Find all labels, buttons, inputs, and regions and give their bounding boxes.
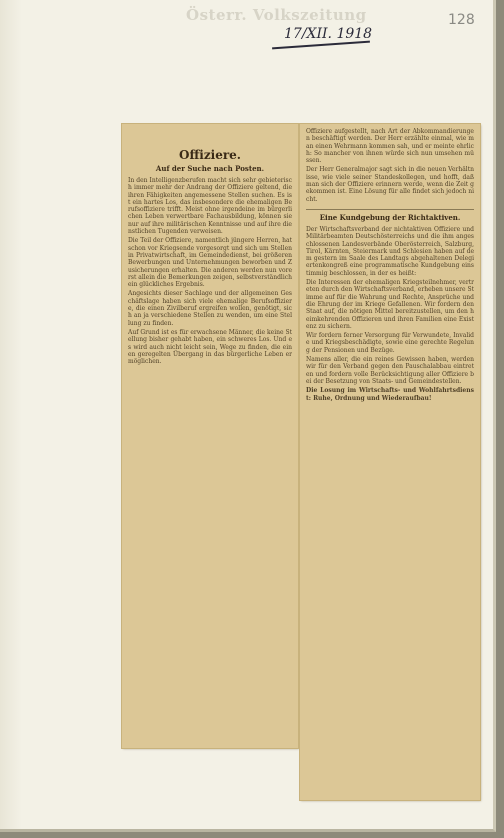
article-paragraph: Die Teil der Offiziere, namentlich jüngere Herren, hat schon vor Kriegsende vorgesorgt und sich um Stellen in Privatwirtschaft, im Gemeindedienst, bei größeren Bewerbungen und Unternehmungen beworben und Zusicherungen erhalten. Die anderen werden nun vorerst allein die Bemerkungen zeigen, selbstverständlich ein glückliches Ergebnis. <box>128 237 292 289</box>
handwritten-date: 17/XII. 1918 <box>284 26 373 42</box>
article-paragraph: Namens aller, die ein reines Gewissen haben, werden wir für den Verband gegen den Pauschalabbau eintreten und fordern volle Berücksichtigung aller Offiziere bei der Besetzung von Staats- und Gemeindestellen. <box>306 356 474 385</box>
article-paragraph: Angesichts dieser Sachlage und der allgemeinen Geschäftslage haben sich viele ehemalige Berufsoffiziere, die einen Zivilberuf ergreifen wollen, genötigt, sich an ja verschiedene Stellen zu wenden, um eine Stellung zu finden. <box>128 290 292 327</box>
article-paragraph: In den Intelligenzberufen macht sich sehr gebieterisch immer mehr der Andrang der Offiziere geltend, die ihren Fähigkeiten angemessene Stellen suchen. Es ist ein hartes Los, das insbesondere die ehemaligen Berufsoffiziere trifft. Meist ohne irgendeine im bürgerlichen Leben verwertbare Fachausbildung, können sie nur auf ihre militärischen Kenntnisse und auf ihre dienstlichen Tugenden verweisen. <box>128 177 292 236</box>
section-heading: Eine Kundgebung der Richtaktiven. <box>306 209 474 222</box>
article-paragraph: Offiziere aufgestellt, nach Art der Abkommandierungen beschäftigt werden. Der Herr erzählte einmal, wie man einen Wehrmann kommen sah, und er meinte ehrlich: So mancher von ihnen würde sich nun umsehen müssen. <box>306 128 474 165</box>
article-subtitle: Auf der Suche nach Posten. <box>155 164 265 173</box>
page-number: 128 <box>448 12 475 28</box>
article-paragraph: Der Herr Generalmajor sagt sich in die neuen Verhältnisse, wie viele seiner Standeskollegen, und hofft, daß man sich der Offiziere erinnern werde, wenn die Zeit gekommen ist. Eine Lösung für alle findet sich jedoch nicht. <box>306 166 474 203</box>
binding-edge <box>0 0 22 829</box>
article-closing: Die Losung im Wirtschafts- und Wohlfahrtsdienst: Ruhe, Ordnung und Wiederaufbau! <box>306 387 474 402</box>
article-paragraph: Die Interessen der ehemaligen Kriegsteilnehmer, vertreten durch den Wirtschaftsverband, erheben unsere Stimme auf für die Wahrung und Rechte, Ansprüche und die Ehrung der im Kriege Gefallenen. Wir fordern den Staat auf, die nötigen Mittel bereitzustellen, um den heimkehrenden Offizieren und ihren Familien eine Existenz zu sichern. <box>306 279 474 330</box>
article-title: Offiziere. <box>178 148 241 162</box>
masthead-stamp: Österr. Volkszeitung <box>186 6 367 24</box>
article-paragraph: Wir fordern ferner Versorgung für Verwundete, Invalide und Kriegsbeschädigte, sowie eine gerechte Regelung der Pensionen und Bezüge. <box>306 332 474 354</box>
article-paragraph: Auf Grund ist es für erwachsene Männer, die keine Stellung bisher gehabt haben, ein schweres Los. Und es wird auch nicht leicht sein, Wege zu finden, die einen geregelten Übergang in das bürgerliche Leben ermöglichen. <box>128 328 292 366</box>
article-paragraph: Der Wirtschaftsverband der nichtaktiven Offiziere und Militärbeamten Deutschösterreichs und die ihm angeschlossenen Landesverbände Oberösterreich, Salzburg, Tirol, Kärnten, Steiermark und Schlesien haben auf dem gestern im Saale des Landtags abgehaltenen Delegiertenkongreß eine programmatische Kundgebung einstimmig beschlossen, in der es heißt: <box>306 225 474 277</box>
newspaper-clipping-left <box>122 124 298 748</box>
newspaper-clipping-right <box>300 124 480 800</box>
